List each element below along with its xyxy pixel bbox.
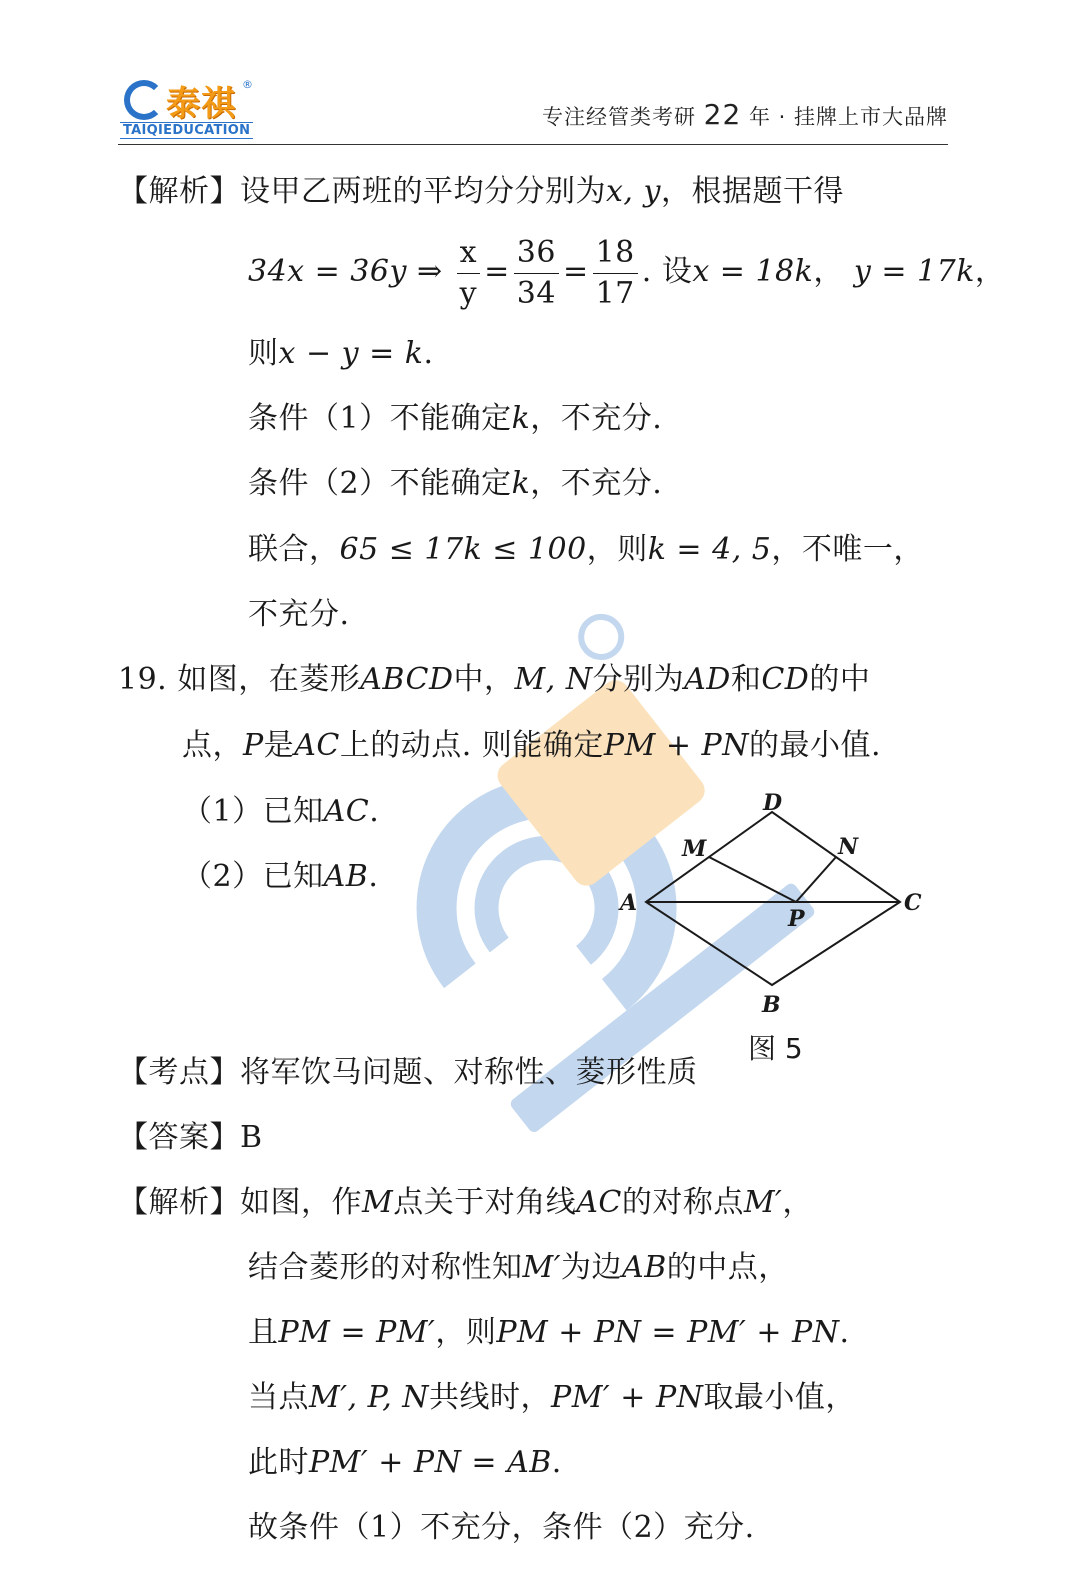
q18-combine (248, 530, 924, 570)
label-b: B (762, 992, 781, 1015)
text: 且 (248, 1315, 279, 1350)
math: PM + PN = PM′ + PN (496, 1315, 840, 1350)
text: B (240, 1120, 263, 1155)
text: ， (782, 1185, 813, 1220)
registered-mark: ® (242, 78, 253, 91)
text: 点， (182, 728, 243, 763)
logo-english-text: TAIQIEDUCATION (120, 122, 253, 139)
text: 联合， (248, 532, 340, 567)
page-header (118, 70, 948, 145)
q19-question-line-2 (182, 726, 881, 766)
logo (120, 74, 260, 142)
text: ，不唯一， (771, 532, 924, 567)
text: ，不充分. (530, 401, 663, 436)
text: . (369, 794, 380, 829)
q18-condition-1 (248, 399, 662, 439)
rhombus-figure (612, 790, 942, 1015)
text: . (551, 1445, 562, 1480)
text: 是 (263, 728, 295, 763)
text: 结合菱形的对称性知 (248, 1250, 523, 1285)
q19-analysis-line-3 (248, 1313, 850, 1353)
math: AB (323, 859, 369, 894)
text: 的对称点 (621, 1185, 744, 1220)
math: M′ (743, 1185, 783, 1220)
math: k = 4, 5 (647, 532, 772, 567)
text: 的最小值. (748, 728, 881, 763)
math: AC (576, 1185, 622, 1220)
text: ，则 (586, 532, 648, 567)
text: . 设 (641, 254, 693, 289)
text: 的中 (809, 662, 871, 697)
math: PM′ + PN = AB (309, 1445, 552, 1480)
math: PM′ + PN (551, 1380, 704, 1415)
segment-np (796, 857, 836, 902)
q18-equation: 34x = 36y ⇒ $\frac{x}{y}$ = $\frac{36}{34}$ = $\frac{18}{17}$ . 设x = 18k， y = 17k， (248, 230, 1005, 314)
math: ABCD (360, 662, 454, 697)
label-p: P (788, 906, 805, 932)
text: 设甲乙两班的平均分分别为 (240, 174, 606, 209)
kaodian-label: 【考点】 (118, 1055, 240, 1090)
text: ，则 (435, 1315, 497, 1350)
den: 34 (516, 275, 556, 311)
text: 的中点， (666, 1250, 789, 1285)
label-m: M (682, 836, 707, 862)
math: M′ (522, 1250, 562, 1285)
label-c: C (904, 890, 922, 916)
q18-diff (248, 334, 434, 374)
math: M, N (514, 662, 593, 697)
q19-analysis-line-2 (248, 1248, 789, 1288)
text: 分别为 (592, 662, 685, 697)
q19-analysis-line-4 (248, 1378, 856, 1418)
text: 点关于对角线 (393, 1185, 577, 1220)
label-d: D (763, 790, 783, 816)
text: 此时 (248, 1445, 309, 1480)
label-n: N (838, 834, 859, 860)
segment-mp (709, 857, 796, 902)
math: AB (622, 1250, 667, 1285)
text: 为边 (561, 1250, 623, 1285)
math: CD (761, 662, 810, 697)
math: AC (294, 728, 340, 763)
q19-question-line-1 (118, 660, 870, 700)
text: 不充分. (248, 597, 350, 632)
text: 如图，作 (240, 1185, 362, 1220)
analysis-label: 【解析】 (118, 1185, 240, 1220)
tagline-prefix: 专注经管类考研 (541, 105, 696, 129)
q18-conclusion (248, 595, 350, 635)
tagline-suffix: 年 · 挂牌上市大品牌 (748, 105, 948, 129)
q19-conclusion (248, 1508, 755, 1548)
math: PM = PM′ (278, 1315, 436, 1350)
q19-option-1 (182, 792, 379, 832)
text: 将军饮马问题、对称性、菱形性质 (240, 1055, 698, 1090)
text: （1）已知 (182, 794, 324, 829)
den: 17 (595, 275, 635, 311)
analysis-label: 【解析】 (118, 174, 240, 209)
q18-condition-2 (248, 464, 662, 504)
text: 则 (248, 336, 279, 371)
math: k (511, 466, 531, 501)
tagline-years: 22 (703, 98, 742, 131)
fraction-18-17 (593, 233, 638, 314)
text: ，不充分. (530, 466, 663, 501)
den: y (459, 275, 478, 311)
logo-swirl-icon (124, 80, 164, 120)
num: 18 (593, 233, 638, 274)
text: 和 (730, 662, 762, 697)
fraction-x-y (457, 233, 480, 314)
text: 条件（1）不能确定 (248, 401, 512, 436)
math: AC (323, 794, 370, 829)
text: 故条件（1）不充分，条件（2）充分. (248, 1510, 755, 1545)
fraction-36-34 (514, 233, 559, 314)
math: x, y (606, 174, 661, 209)
math: PM + PN (603, 728, 749, 763)
text: . (839, 1315, 850, 1350)
math: 34x = 36y ⇒ (248, 254, 443, 289)
math: P (243, 728, 264, 763)
text: 共线时， (429, 1380, 552, 1415)
text: 当点 (248, 1380, 309, 1415)
figure-caption: 图 5 (748, 1032, 803, 1065)
math: x = 18k (692, 254, 814, 289)
q19-analysis-line-1 (118, 1183, 813, 1223)
math: M (362, 1185, 394, 1220)
q18-analysis-intro (118, 172, 844, 212)
q19-analysis-line-5 (248, 1443, 562, 1483)
text: ，根据题干得 (660, 174, 844, 209)
q19-kaodian (118, 1053, 698, 1093)
math: y = 17k (853, 254, 975, 289)
text: 条件（2）不能确定 (248, 466, 512, 501)
math: M′, P, N (309, 1380, 430, 1415)
text: （2）已知 (182, 859, 324, 894)
q19-answer (118, 1118, 263, 1158)
num: 36 (514, 233, 559, 274)
text: ， (813, 254, 844, 289)
header-tagline (542, 98, 948, 131)
question-number: 19. (118, 662, 168, 697)
text: 如图，在菱形 (177, 662, 361, 697)
math: k (511, 401, 531, 436)
text: 中， (453, 662, 515, 697)
text: . (368, 859, 379, 894)
answer-label: 【答案】 (118, 1120, 240, 1155)
text: . (423, 336, 434, 371)
text: ， (974, 254, 1006, 289)
label-a: A (620, 890, 638, 916)
text: 上的动点. 则能确定 (339, 728, 604, 763)
logo-chinese-text: 泰祺 (166, 84, 236, 124)
math: x − y = k (278, 336, 424, 371)
math: AD (684, 662, 731, 697)
math: 65 ≤ 17k ≤ 100 (339, 532, 587, 567)
num: x (457, 233, 480, 274)
text: 取最小值， (703, 1380, 856, 1415)
q19-option-2 (182, 857, 378, 897)
